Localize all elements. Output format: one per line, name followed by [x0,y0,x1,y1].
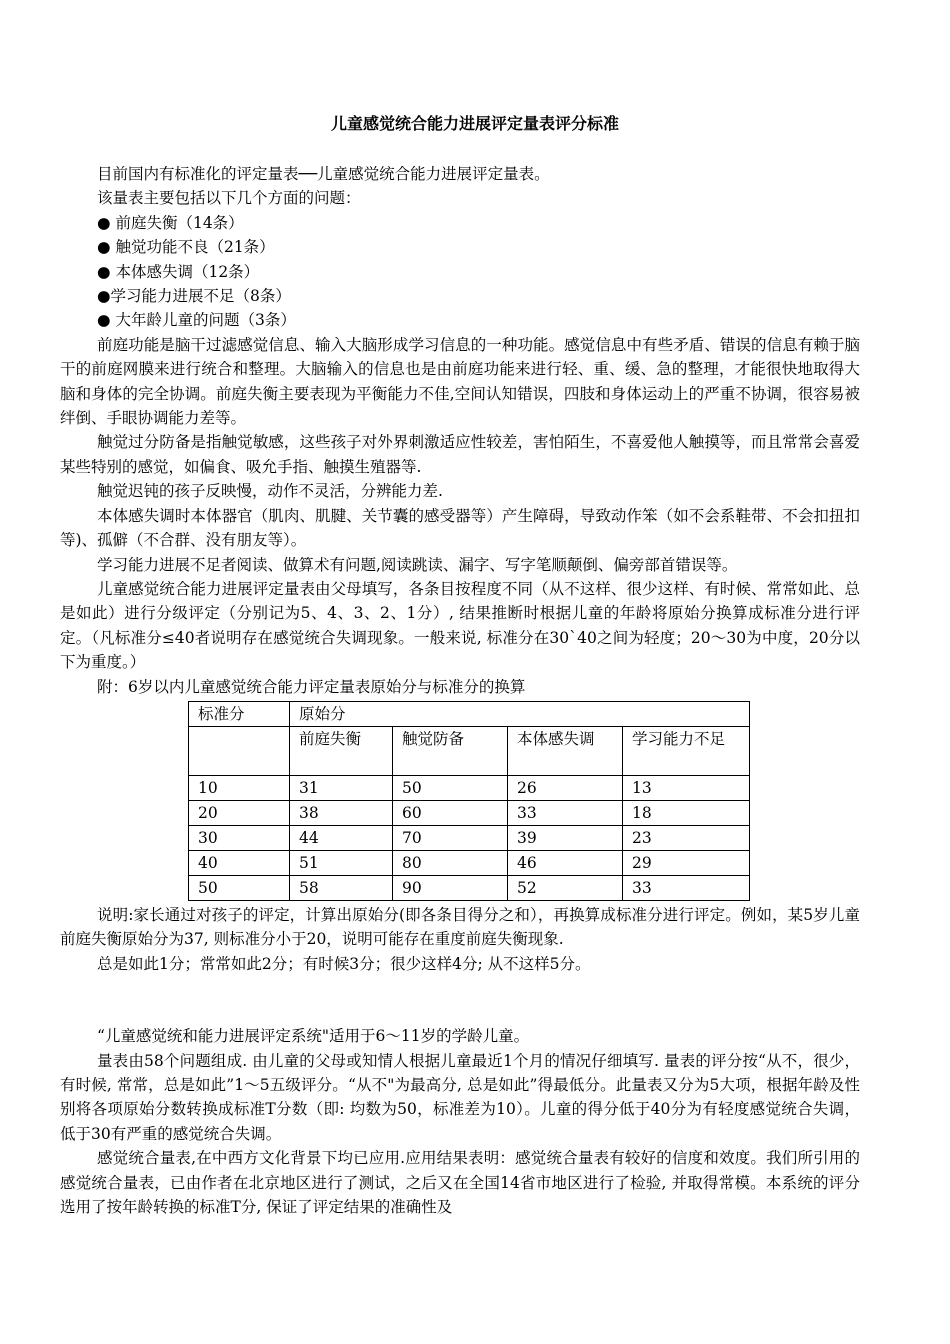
table-row [189,850,750,875]
paragraph-tactile-dull: 触觉迟钝的孩子反映慢，动作不灵活，分辨能力差. [97,482,443,501]
table-cell: 23 [623,825,750,850]
intro-line: 该量表主要包括以下几个方面的问题： [97,189,361,208]
paragraph-proprioception: 本体感失调时本体器官（肌肉、肌腱、关节囊的感受器等）产生障碍，导致动作笨（如不会系鞋带、不会扣扭扣等)、孤僻（不合群、没有朋友等）。 [60,506,860,550]
table-cell: 46 [508,850,623,875]
table-row [189,825,750,850]
table-cell: 80 [393,850,508,875]
paragraph-tactile-defensive: 触觉过分防备是指触觉敏感，这些孩子对外界刺激适应性较差，害怕陌生，不喜爱他人触摸等，而且常常会喜爱某些特别的感觉，如偏食、吸允手指、触摸生殖器等. [60,433,860,476]
spacer [60,976,860,1024]
bullet-item: ● 前庭失衡（14条） [97,213,244,232]
table-cell: 70 [393,825,508,850]
table-row [189,800,750,825]
table-cell: 39 [508,825,623,850]
table-cell: 33 [623,875,750,900]
paragraph-scoring: 儿童感觉统合能力进展评定量表由父母填写，各条目按程度不同（从不这样、很少这样、有时候、常常如此、总是如此）进行分级评定（分别记为5、4、3、2、1分）, 结果推断时根据儿童的年龄将原始分换算成标准分进行评定。（凡标准分≤40者说明存在感觉统合失调现象。一般来说, 标准分在30ˋ40之间为轻度；20～30为中度，20分以下为重度。） [60,579,860,672]
conversion-table [188,701,750,901]
subheader-cell: 前庭失衡 [290,726,393,775]
header-raw-score: 原始分 [290,701,750,726]
subheader-cell: 本体感失调 [508,726,623,775]
paragraph-score-key: 总是如此1分；常常如此2分；有时候3分；很少这样4分; 从不这样5分。 [97,954,591,973]
document-body [60,162,860,1219]
bullet-item: ● 大年龄儿童的问题（3条） [97,311,296,330]
table-cell: 38 [290,800,393,825]
table-cell: 60 [393,800,508,825]
document-title: 儿童感觉统合能力进展评定量表评分标准 [330,114,619,133]
bullet-item: ● 触觉功能不良（21条） [97,238,275,257]
table-cell: 90 [393,875,508,900]
table-cell: 29 [623,850,750,875]
bullet-item: ●学习能力进展不足（8条） [97,287,291,306]
empty-cell [189,726,290,775]
paragraph-system-intro: “儿童感觉统和能力进展评定系统"适用于6～11岁的学龄儿童。 [97,1027,530,1046]
table-cell: 31 [290,775,393,800]
table-header-row [189,701,750,726]
paragraph-system-scale: 量表由58个问题组成. 由儿童的父母或知情人根据儿童最近1个月的情况仔细填写. 量表的评分按“从不，很少，有时候, 常常，总是如此”1～5五级评分。“从不"为最高分, 总是如此”得最低分。此量表又分为5大项，根据年龄及性别将各项原始分数转换成标准T分数（即: 均数为50，标准差为10）。儿童的得分低于40分为有轻度感觉统合失调，低于30有严重的感觉统合失调。 [60,1051,860,1143]
table-cell: 33 [508,800,623,825]
subheader-cell: 学习能力不足 [623,726,750,775]
paragraph-explanation: 说明:家长通过对孩子的评定，计算出原始分(即各条目得分之和），再换算成标准分进行评定。例如，某5岁儿童前庭失衡原始分为37, 则标准分小于20，说明可能存在重度前庭失衡现象. [60,905,860,949]
table-cell: 44 [290,825,393,850]
table-cell: 30 [189,825,290,850]
paragraph-system-validity: 感觉统合量表,在中西方文化背景下均已应用.应用结果表明：感觉统合量表有较好的信度和效度。我们所引用的感觉统合量表，已由作者在北京地区进行了测试，之后又在全国14省市地区进行了检验, 并取得常模。本系统的评分选用了按年龄转换的标准T分, 保证了评定结果的准确性及 [60,1149,860,1216]
table-caption: 附：6岁以内儿童感觉统合能力评定量表原始分与标准分的换算 [97,677,526,696]
table-row [189,875,750,900]
table-cell: 58 [290,875,393,900]
table-cell: 50 [189,875,290,900]
table-cell: 40 [189,850,290,875]
paragraph-vestibular: 前庭功能是脑干过滤感觉信息、输入大脑形成学习信息的一种功能。感觉信息中有些矛盾、错误的信息有赖于脑干的前庭网膜来进行统合和整理。大脑输入的信息也是由前庭功能来进行轻、重、缓、急的整理，才能很快地取得大脑和身体的完全协调。前庭失衡主要表现为平衡能力不佳,空间认知错误，四肢和身体运动上的严重不协调，很容易被绊倒、手眼协调能力差等。 [60,335,860,428]
table-cell: 50 [393,775,508,800]
paragraph-learning: 学习能力进展不足者阅读、做算术有问题,阅读跳读、漏字、写字笔顺颠倒、偏旁部首错误等。 [97,555,738,574]
table-cell: 51 [290,850,393,875]
table-cell: 13 [623,775,750,800]
table-cell: 26 [508,775,623,800]
table-cell: 10 [189,775,290,800]
subheader-cell: 触觉防备 [393,726,508,775]
table-cell: 18 [623,800,750,825]
header-standard-score: 标准分 [189,701,290,726]
table-cell: 20 [189,800,290,825]
intro-line: 目前国内有标准化的评定量表──儿童感觉统合能力进展评定量表。 [97,165,550,183]
table-subheader-row [189,726,750,775]
table-cell: 52 [508,875,623,900]
bullet-item: ● 本体感失调（12条） [97,262,260,281]
table-row [189,775,750,800]
